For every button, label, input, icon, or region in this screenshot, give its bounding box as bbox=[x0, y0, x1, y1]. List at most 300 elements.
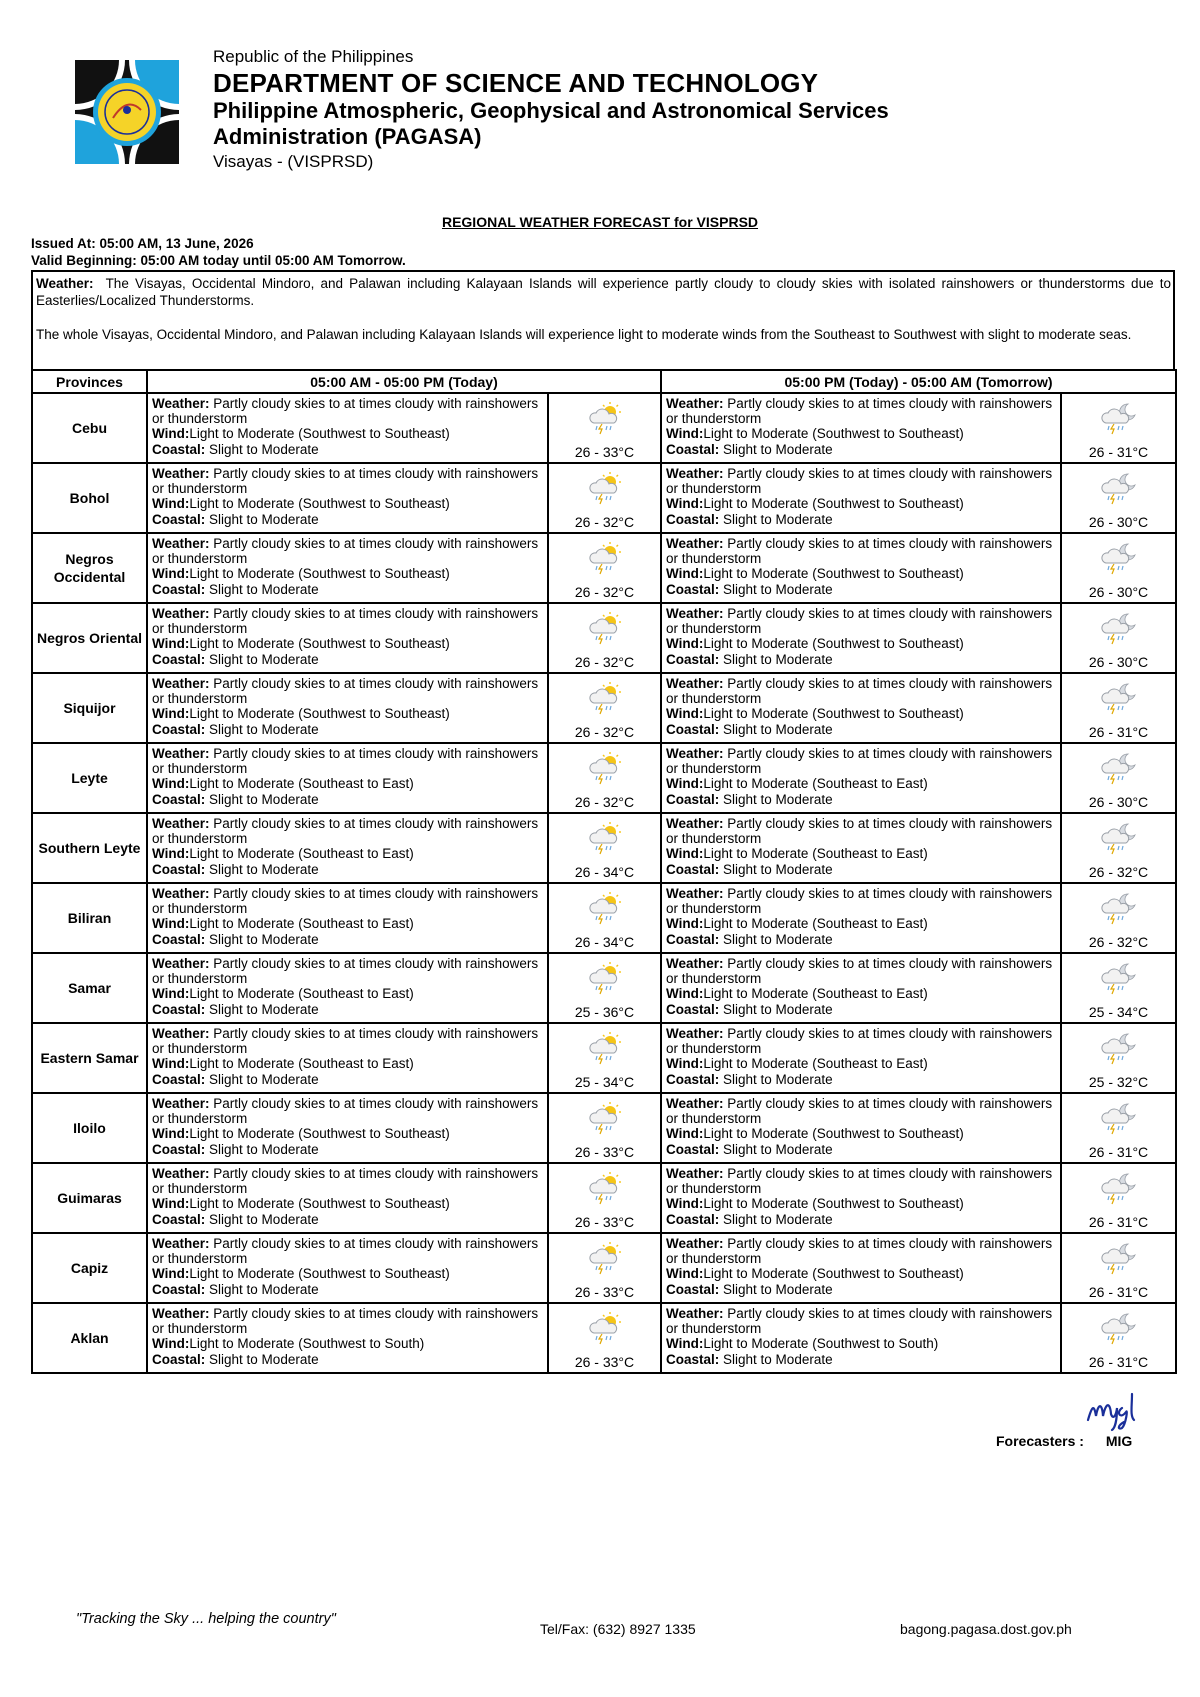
night-wind-text: Light to Moderate (Southwest to Southeast) bbox=[703, 566, 964, 582]
wind-label: Wind: bbox=[666, 1126, 704, 1142]
day-temp: 26 - 33°C bbox=[574, 1214, 635, 1230]
day-temp: 26 - 34°C bbox=[574, 864, 635, 880]
province-name: Samar bbox=[32, 953, 147, 1023]
night-coastal-text: Slight to Moderate bbox=[723, 791, 833, 807]
day-temp: 26 - 33°C bbox=[574, 444, 635, 460]
night-weather-text: Partly cloudy skies to at times cloudy with rainshowers or thunderstorm bbox=[666, 1236, 1053, 1267]
day-wind-text: Light to Moderate (Southwest to Southeast) bbox=[189, 426, 450, 442]
wind-label: Wind: bbox=[152, 916, 190, 932]
night-wind-text: Light to Moderate (Southwest to Southeast) bbox=[703, 706, 964, 722]
day-temp: 26 - 33°C bbox=[574, 1284, 635, 1300]
night-temp: 26 - 31°C bbox=[1088, 1284, 1149, 1300]
night-temp: 26 - 30°C bbox=[1088, 514, 1149, 530]
night-icon-cell bbox=[1061, 953, 1176, 1023]
night-temp: 26 - 31°C bbox=[1088, 1144, 1149, 1160]
department-name: DEPARTMENT OF SCIENCE AND TECHNOLOGY bbox=[213, 67, 819, 98]
night-forecast bbox=[661, 673, 1061, 743]
partly-cloudy-rain-thunder-day-icon bbox=[587, 541, 623, 575]
cloudy-rain-thunder-night-icon bbox=[1101, 471, 1137, 505]
province-name: Aklan bbox=[32, 1303, 147, 1373]
cloudy-rain-thunder-night-icon bbox=[1101, 891, 1137, 925]
day-weather-text: Partly cloudy skies to at times cloudy with rainshowers or thunderstorm bbox=[152, 816, 539, 847]
night-weather-text: Partly cloudy skies to at times cloudy with rainshowers or thunderstorm bbox=[666, 1166, 1053, 1197]
wind-label: Wind: bbox=[152, 1196, 190, 1212]
day-temp: 26 - 32°C bbox=[574, 794, 635, 810]
partly-cloudy-rain-thunder-day-icon bbox=[587, 961, 623, 995]
weather-label: Weather: bbox=[152, 1166, 210, 1181]
day-icon-cell bbox=[548, 1303, 661, 1373]
night-forecast bbox=[661, 813, 1061, 883]
night-coastal-text: Slight to Moderate bbox=[723, 721, 833, 737]
coastal-label: Coastal: bbox=[666, 441, 720, 457]
night-forecast bbox=[661, 743, 1061, 813]
day-temp: 25 - 34°C bbox=[574, 1074, 635, 1090]
day-weather-text: Partly cloudy skies to at times cloudy with rainshowers or thunderstorm bbox=[152, 1306, 539, 1337]
weather-label: Weather: bbox=[666, 676, 724, 691]
table-row bbox=[32, 463, 1176, 533]
night-weather-text: Partly cloudy skies to at times cloudy with rainshowers or thunderstorm bbox=[666, 676, 1053, 707]
cloudy-rain-thunder-night-icon bbox=[1101, 1171, 1137, 1205]
day-wind-text: Light to Moderate (Southwest to Southeast) bbox=[189, 1266, 450, 1282]
coastal-label: Coastal: bbox=[666, 721, 720, 737]
cloudy-rain-thunder-night-icon bbox=[1101, 1311, 1137, 1345]
weather-label: Weather: bbox=[666, 746, 724, 761]
day-forecast bbox=[147, 1023, 548, 1093]
letterhead bbox=[213, 48, 889, 171]
coastal-label: Coastal: bbox=[152, 1141, 206, 1157]
day-wind-text: Light to Moderate (Southeast to East) bbox=[189, 846, 414, 862]
wind-label: Wind: bbox=[152, 426, 190, 442]
night-icon-cell bbox=[1061, 1303, 1176, 1373]
day-icon-cell bbox=[548, 393, 661, 463]
wind-label: Wind: bbox=[666, 706, 704, 722]
table-row bbox=[32, 533, 1176, 603]
table-row bbox=[32, 813, 1176, 883]
province-name: Bohol bbox=[32, 463, 147, 533]
day-weather-text: Partly cloudy skies to at times cloudy with rainshowers or thunderstorm bbox=[152, 746, 539, 777]
coastal-label: Coastal: bbox=[666, 1281, 720, 1297]
weather-label: Weather: bbox=[666, 606, 724, 621]
cloudy-rain-thunder-night-icon bbox=[1101, 611, 1137, 645]
weather-label: Weather: bbox=[152, 676, 210, 691]
partly-cloudy-rain-thunder-day-icon bbox=[587, 1171, 623, 1205]
night-forecast bbox=[661, 1303, 1061, 1373]
issue-info bbox=[31, 235, 406, 269]
wind-label: Wind: bbox=[152, 846, 190, 862]
weather-label: Weather: bbox=[152, 1096, 210, 1111]
coastal-label: Coastal: bbox=[152, 1211, 206, 1227]
coastal-label: Coastal: bbox=[152, 861, 206, 877]
table-row bbox=[32, 883, 1176, 953]
republic-label: Republic of the Philippines bbox=[213, 47, 414, 66]
day-icon-cell bbox=[548, 1233, 661, 1303]
issued-at: Issued At: 05:00 AM, 13 June, 2026 bbox=[31, 236, 254, 251]
day-coastal-text: Slight to Moderate bbox=[209, 651, 319, 667]
wind-label: Wind: bbox=[666, 776, 704, 792]
cloudy-rain-thunder-night-icon bbox=[1101, 1241, 1137, 1275]
day-temp: 26 - 34°C bbox=[574, 934, 635, 950]
wind-label: Wind: bbox=[152, 986, 190, 1002]
night-icon-cell bbox=[1061, 1233, 1176, 1303]
night-forecast bbox=[661, 953, 1061, 1023]
day-icon-cell bbox=[548, 1093, 661, 1163]
night-coastal-text: Slight to Moderate bbox=[723, 1351, 833, 1367]
night-wind-text: Light to Moderate (Southwest to Southeast) bbox=[703, 426, 964, 442]
coastal-label: Coastal: bbox=[666, 581, 720, 597]
weather-label: Weather: bbox=[152, 466, 210, 481]
cloudy-rain-thunder-night-icon bbox=[1101, 541, 1137, 575]
coastal-label: Coastal: bbox=[152, 581, 206, 597]
coastal-label: Coastal: bbox=[152, 721, 206, 737]
synopsis-weather-text: The Visayas, Occidental Mindoro, and Palawan including Kalayaan Islands will experience partly cloudy to cloudy skies with isolated rainshowers or thunderstorms due to Easterlies/Localized Thunderstorms. bbox=[36, 276, 1171, 308]
night-weather-text: Partly cloudy skies to at times cloudy with rainshowers or thunderstorm bbox=[666, 396, 1053, 427]
day-forecast bbox=[147, 533, 548, 603]
province-name: Negros Occidental bbox=[32, 533, 147, 603]
day-weather-text: Partly cloudy skies to at times cloudy with rainshowers or thunderstorm bbox=[152, 536, 539, 567]
synopsis-box bbox=[31, 270, 1175, 370]
day-icon-cell bbox=[548, 603, 661, 673]
night-wind-text: Light to Moderate (Southeast to East) bbox=[703, 776, 928, 792]
cloudy-rain-thunder-night-icon bbox=[1101, 681, 1137, 715]
table-row bbox=[32, 603, 1176, 673]
province-name: Iloilo bbox=[32, 1093, 147, 1163]
weather-label: Weather: bbox=[666, 1026, 724, 1041]
day-weather-text: Partly cloudy skies to at times cloudy with rainshowers or thunderstorm bbox=[152, 1166, 539, 1197]
partly-cloudy-rain-thunder-day-icon bbox=[587, 471, 623, 505]
night-coastal-text: Slight to Moderate bbox=[723, 581, 833, 597]
weather-label: Weather: bbox=[666, 536, 724, 551]
wind-label: Wind: bbox=[666, 636, 704, 652]
night-wind-text: Light to Moderate (Southeast to East) bbox=[703, 986, 928, 1002]
night-wind-text: Light to Moderate (Southeast to East) bbox=[703, 846, 928, 862]
partly-cloudy-rain-thunder-day-icon bbox=[587, 1241, 623, 1275]
night-icon-cell bbox=[1061, 1023, 1176, 1093]
night-wind-text: Light to Moderate (Southwest to Southeast) bbox=[703, 1196, 964, 1212]
wind-label: Wind: bbox=[666, 1336, 704, 1352]
weather-label: Weather: bbox=[152, 886, 210, 901]
day-wind-text: Light to Moderate (Southeast to East) bbox=[189, 1056, 414, 1072]
wind-label: Wind: bbox=[152, 776, 190, 792]
tonight-header: 05:00 PM (Today) - 05:00 AM (Tomorrow) bbox=[661, 370, 1176, 393]
night-weather-text: Partly cloudy skies to at times cloudy with rainshowers or thunderstorm bbox=[666, 956, 1053, 987]
day-coastal-text: Slight to Moderate bbox=[209, 861, 319, 877]
night-icon-cell bbox=[1061, 1163, 1176, 1233]
day-temp: 26 - 33°C bbox=[574, 1144, 635, 1160]
day-wind-text: Light to Moderate (Southwest to Southeast) bbox=[189, 636, 450, 652]
night-temp: 26 - 32°C bbox=[1088, 934, 1149, 950]
day-icon-cell bbox=[548, 1023, 661, 1093]
province-name: Southern Leyte bbox=[32, 813, 147, 883]
night-temp: 25 - 34°C bbox=[1088, 1004, 1149, 1020]
night-icon-cell bbox=[1061, 603, 1176, 673]
weather-label: Weather: bbox=[152, 396, 210, 411]
day-wind-text: Light to Moderate (Southeast to East) bbox=[189, 916, 414, 932]
night-icon-cell bbox=[1061, 673, 1176, 743]
cloudy-rain-thunder-night-icon bbox=[1101, 1101, 1137, 1135]
cloudy-rain-thunder-night-icon bbox=[1101, 961, 1137, 995]
day-weather-text: Partly cloudy skies to at times cloudy with rainshowers or thunderstorm bbox=[152, 886, 539, 917]
day-forecast bbox=[147, 1233, 548, 1303]
night-forecast bbox=[661, 1233, 1061, 1303]
night-forecast bbox=[661, 1163, 1061, 1233]
weather-label: Weather: bbox=[666, 956, 724, 971]
wind-label: Wind: bbox=[666, 426, 704, 442]
table-row bbox=[32, 1163, 1176, 1233]
night-icon-cell bbox=[1061, 393, 1176, 463]
partly-cloudy-rain-thunder-day-icon bbox=[587, 1311, 623, 1345]
night-wind-text: Light to Moderate (Southwest to Southeast) bbox=[703, 496, 964, 512]
synopsis-weather bbox=[36, 275, 1171, 309]
night-forecast bbox=[661, 603, 1061, 673]
forecaster-signature bbox=[1082, 1386, 1152, 1432]
wind-label: Wind: bbox=[152, 496, 190, 512]
day-temp: 26 - 32°C bbox=[574, 584, 635, 600]
partly-cloudy-rain-thunder-day-icon bbox=[587, 1031, 623, 1065]
night-icon-cell bbox=[1061, 883, 1176, 953]
night-temp: 26 - 31°C bbox=[1088, 444, 1149, 460]
weather-label: Weather: bbox=[666, 1166, 724, 1181]
night-forecast bbox=[661, 1093, 1061, 1163]
night-temp: 25 - 32°C bbox=[1088, 1074, 1149, 1090]
table-header-row bbox=[32, 370, 1176, 393]
day-coastal-text: Slight to Moderate bbox=[209, 1281, 319, 1297]
forecaster-name: MIG bbox=[1105, 1433, 1133, 1449]
provinces-header: Provinces bbox=[32, 370, 147, 393]
day-wind-text: Light to Moderate (Southwest to Southeast) bbox=[189, 1126, 450, 1142]
partly-cloudy-rain-thunder-day-icon bbox=[587, 681, 623, 715]
day-weather-text: Partly cloudy skies to at times cloudy with rainshowers or thunderstorm bbox=[152, 956, 539, 987]
day-temp: 25 - 36°C bbox=[574, 1004, 635, 1020]
weather-label: Weather: bbox=[152, 956, 210, 971]
table-row bbox=[32, 673, 1176, 743]
day-coastal-text: Slight to Moderate bbox=[209, 1071, 319, 1087]
weather-label: Weather: bbox=[666, 396, 724, 411]
day-forecast bbox=[147, 393, 548, 463]
night-coastal-text: Slight to Moderate bbox=[723, 861, 833, 877]
day-coastal-text: Slight to Moderate bbox=[209, 581, 319, 597]
night-weather-text: Partly cloudy skies to at times cloudy with rainshowers or thunderstorm bbox=[666, 746, 1053, 777]
forecast-table bbox=[31, 369, 1177, 1374]
night-temp: 26 - 30°C bbox=[1088, 654, 1149, 670]
day-forecast bbox=[147, 603, 548, 673]
night-weather-text: Partly cloudy skies to at times cloudy with rainshowers or thunderstorm bbox=[666, 816, 1053, 847]
coastal-label: Coastal: bbox=[666, 791, 720, 807]
province-name: Guimaras bbox=[32, 1163, 147, 1233]
night-coastal-text: Slight to Moderate bbox=[723, 1211, 833, 1227]
night-coastal-text: Slight to Moderate bbox=[723, 1071, 833, 1087]
partly-cloudy-rain-thunder-day-icon bbox=[587, 1101, 623, 1135]
weather-label: Weather: bbox=[666, 1236, 724, 1251]
coastal-label: Coastal: bbox=[666, 1351, 720, 1367]
day-coastal-text: Slight to Moderate bbox=[209, 791, 319, 807]
coastal-label: Coastal: bbox=[152, 511, 206, 527]
weather-label: Weather: bbox=[152, 746, 210, 761]
weather-label: Weather: bbox=[152, 606, 210, 621]
night-temp: 26 - 31°C bbox=[1088, 1214, 1149, 1230]
day-coastal-text: Slight to Moderate bbox=[209, 1211, 319, 1227]
coastal-label: Coastal: bbox=[666, 1001, 720, 1017]
day-temp: 26 - 32°C bbox=[574, 514, 635, 530]
night-forecast bbox=[661, 393, 1061, 463]
night-coastal-text: Slight to Moderate bbox=[723, 651, 833, 667]
night-temp: 26 - 32°C bbox=[1088, 864, 1149, 880]
coastal-label: Coastal: bbox=[152, 651, 206, 667]
coastal-label: Coastal: bbox=[666, 1071, 720, 1087]
table-row bbox=[32, 1023, 1176, 1093]
night-wind-text: Light to Moderate (Southwest to Southeast) bbox=[703, 636, 964, 652]
weather-label: Weather: bbox=[666, 466, 724, 481]
night-temp: 26 - 30°C bbox=[1088, 794, 1149, 810]
day-wind-text: Light to Moderate (Southwest to Southeast) bbox=[189, 706, 450, 722]
cloudy-rain-thunder-night-icon bbox=[1101, 1031, 1137, 1065]
agency-name-line1: Philippine Atmospheric, Geophysical and Astronomical Services bbox=[213, 98, 889, 124]
day-forecast bbox=[147, 1303, 548, 1373]
coastal-label: Coastal: bbox=[666, 651, 720, 667]
province-name: Eastern Samar bbox=[32, 1023, 147, 1093]
weather-label: Weather: bbox=[152, 1236, 210, 1251]
pagasa-logo bbox=[73, 58, 181, 166]
today-header: 05:00 AM - 05:00 PM (Today) bbox=[147, 370, 661, 393]
forecasters-label: Forecasters : bbox=[996, 1433, 1084, 1449]
night-icon-cell bbox=[1061, 743, 1176, 813]
wind-label: Wind: bbox=[666, 566, 704, 582]
day-forecast bbox=[147, 463, 548, 533]
day-icon-cell bbox=[548, 883, 661, 953]
wind-label: Wind: bbox=[152, 566, 190, 582]
coastal-label: Coastal: bbox=[152, 931, 206, 947]
night-temp: 26 - 30°C bbox=[1088, 584, 1149, 600]
province-name: Cebu bbox=[32, 393, 147, 463]
night-weather-text: Partly cloudy skies to at times cloudy with rainshowers or thunderstorm bbox=[666, 886, 1053, 917]
night-coastal-text: Slight to Moderate bbox=[723, 441, 833, 457]
day-icon-cell bbox=[548, 953, 661, 1023]
night-weather-text: Partly cloudy skies to at times cloudy with rainshowers or thunderstorm bbox=[666, 536, 1053, 567]
day-coastal-text: Slight to Moderate bbox=[209, 1351, 319, 1367]
table-row bbox=[32, 393, 1176, 463]
region-label: Visayas - (VISPRSD) bbox=[213, 151, 374, 171]
day-temp: 26 - 32°C bbox=[574, 724, 635, 740]
coastal-label: Coastal: bbox=[666, 861, 720, 877]
night-icon-cell bbox=[1061, 1093, 1176, 1163]
coastal-label: Coastal: bbox=[666, 931, 720, 947]
wind-label: Wind: bbox=[666, 986, 704, 1002]
synopsis-weather-label: Weather: bbox=[36, 276, 94, 291]
night-weather-text: Partly cloudy skies to at times cloudy with rainshowers or thunderstorm bbox=[666, 466, 1053, 497]
weather-label: Weather: bbox=[152, 536, 210, 551]
coastal-label: Coastal: bbox=[152, 1281, 206, 1297]
day-coastal-text: Slight to Moderate bbox=[209, 441, 319, 457]
night-wind-text: Light to Moderate (Southwest to South) bbox=[703, 1336, 939, 1352]
coastal-label: Coastal: bbox=[152, 1001, 206, 1017]
night-weather-text: Partly cloudy skies to at times cloudy with rainshowers or thunderstorm bbox=[666, 1026, 1053, 1057]
day-temp: 26 - 33°C bbox=[574, 1354, 635, 1370]
partly-cloudy-rain-thunder-day-icon bbox=[587, 401, 623, 435]
province-name: Siquijor bbox=[32, 673, 147, 743]
day-weather-text: Partly cloudy skies to at times cloudy with rainshowers or thunderstorm bbox=[152, 676, 539, 707]
forecasters-line bbox=[996, 1433, 1132, 1449]
night-icon-cell bbox=[1061, 533, 1176, 603]
wind-label: Wind: bbox=[666, 1056, 704, 1072]
day-weather-text: Partly cloudy skies to at times cloudy with rainshowers or thunderstorm bbox=[152, 1096, 539, 1127]
coastal-label: Coastal: bbox=[152, 1071, 206, 1087]
night-weather-text: Partly cloudy skies to at times cloudy with rainshowers or thunderstorm bbox=[666, 1306, 1053, 1337]
wind-label: Wind: bbox=[152, 1056, 190, 1072]
partly-cloudy-rain-thunder-day-icon bbox=[587, 821, 623, 855]
weather-label: Weather: bbox=[152, 1026, 210, 1041]
day-coastal-text: Slight to Moderate bbox=[209, 721, 319, 737]
day-coastal-text: Slight to Moderate bbox=[209, 1001, 319, 1017]
night-forecast bbox=[661, 1023, 1061, 1093]
coastal-label: Coastal: bbox=[666, 1141, 720, 1157]
night-icon-cell bbox=[1061, 463, 1176, 533]
weather-label: Weather: bbox=[152, 816, 210, 831]
night-forecast bbox=[661, 533, 1061, 603]
day-forecast bbox=[147, 883, 548, 953]
day-forecast bbox=[147, 1093, 548, 1163]
tagline: "Tracking the Sky ... helping the country" bbox=[76, 1611, 336, 1627]
wind-label: Wind: bbox=[666, 916, 704, 932]
day-icon-cell bbox=[548, 813, 661, 883]
day-weather-text: Partly cloudy skies to at times cloudy with rainshowers or thunderstorm bbox=[152, 1026, 539, 1057]
telfax: Tel/Fax: (632) 8927 1335 bbox=[540, 1621, 696, 1637]
day-icon-cell bbox=[548, 533, 661, 603]
day-temp: 26 - 32°C bbox=[574, 654, 635, 670]
day-weather-text: Partly cloudy skies to at times cloudy with rainshowers or thunderstorm bbox=[152, 606, 539, 637]
agency-name-line2: Administration (PAGASA) bbox=[213, 124, 482, 150]
night-wind-text: Light to Moderate (Southwest to Southeast) bbox=[703, 1126, 964, 1142]
coastal-label: Coastal: bbox=[152, 1351, 206, 1367]
day-wind-text: Light to Moderate (Southeast to East) bbox=[189, 986, 414, 1002]
wind-label: Wind: bbox=[152, 1336, 190, 1352]
night-temp: 26 - 31°C bbox=[1088, 724, 1149, 740]
table-row bbox=[32, 743, 1176, 813]
night-coastal-text: Slight to Moderate bbox=[723, 1001, 833, 1017]
night-temp: 26 - 31°C bbox=[1088, 1354, 1149, 1370]
night-coastal-text: Slight to Moderate bbox=[723, 511, 833, 527]
day-forecast bbox=[147, 673, 548, 743]
night-icon-cell bbox=[1061, 813, 1176, 883]
night-weather-text: Partly cloudy skies to at times cloudy with rainshowers or thunderstorm bbox=[666, 1096, 1053, 1127]
day-forecast bbox=[147, 813, 548, 883]
forecast-rows bbox=[32, 393, 1176, 1373]
night-coastal-text: Slight to Moderate bbox=[723, 1281, 833, 1297]
province-name: Leyte bbox=[32, 743, 147, 813]
night-forecast bbox=[661, 883, 1061, 953]
coastal-label: Coastal: bbox=[152, 441, 206, 457]
night-wind-text: Light to Moderate (Southwest to Southeast) bbox=[703, 1266, 964, 1282]
day-wind-text: Light to Moderate (Southeast to East) bbox=[189, 776, 414, 792]
weather-label: Weather: bbox=[666, 816, 724, 831]
day-coastal-text: Slight to Moderate bbox=[209, 1141, 319, 1157]
wind-label: Wind: bbox=[152, 1126, 190, 1142]
province-name: Negros Oriental bbox=[32, 603, 147, 673]
partly-cloudy-rain-thunder-day-icon bbox=[587, 751, 623, 785]
wind-label: Wind: bbox=[666, 496, 704, 512]
coastal-label: Coastal: bbox=[152, 791, 206, 807]
coastal-label: Coastal: bbox=[666, 511, 720, 527]
day-wind-text: Light to Moderate (Southwest to Southeast) bbox=[189, 496, 450, 512]
partly-cloudy-rain-thunder-day-icon bbox=[587, 611, 623, 645]
day-weather-text: Partly cloudy skies to at times cloudy with rainshowers or thunderstorm bbox=[152, 396, 539, 427]
weather-label: Weather: bbox=[666, 1096, 724, 1111]
night-coastal-text: Slight to Moderate bbox=[723, 931, 833, 947]
day-forecast bbox=[147, 1163, 548, 1233]
website-link[interactable]: bagong.pagasa.dost.gov.ph bbox=[900, 1621, 1072, 1637]
wind-label: Wind: bbox=[666, 1196, 704, 1212]
table-row bbox=[32, 1233, 1176, 1303]
day-wind-text: Light to Moderate (Southwest to South) bbox=[189, 1336, 425, 1352]
night-forecast bbox=[661, 463, 1061, 533]
